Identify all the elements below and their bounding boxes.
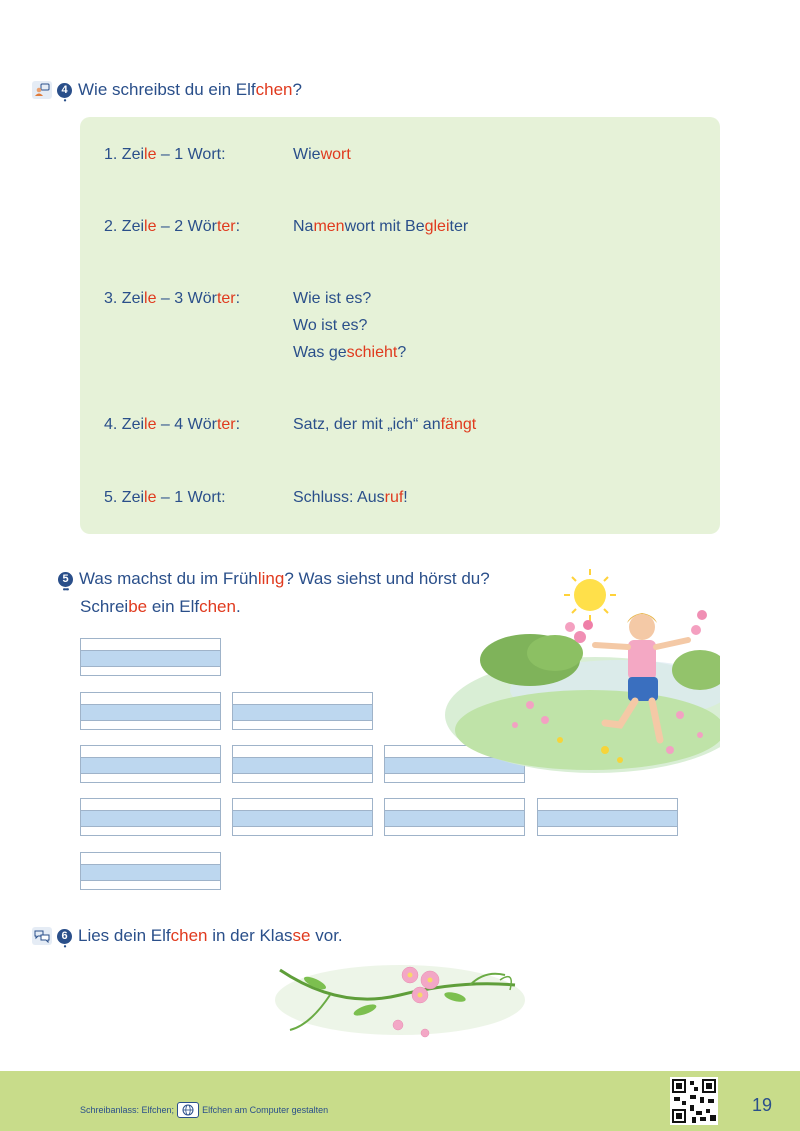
text-segment: ein Elf bbox=[147, 597, 200, 616]
text-segment: Wie schreibst du ein Elf bbox=[78, 80, 256, 99]
text-segment: 4. Zei bbox=[104, 416, 145, 433]
page-footer bbox=[0, 1071, 800, 1131]
rule-text-line bbox=[293, 290, 406, 317]
text-segment: in der Klas bbox=[207, 926, 293, 945]
text-segment: Wie bbox=[293, 146, 321, 163]
task-5-subline bbox=[80, 597, 241, 617]
text-segment: le bbox=[144, 218, 157, 235]
text-segment: ter bbox=[216, 416, 236, 433]
text-segment: ling bbox=[257, 569, 285, 588]
elfchen-rules-box bbox=[80, 117, 720, 534]
text-segment: – 2 Wör bbox=[156, 218, 217, 235]
task-4-title bbox=[78, 80, 302, 100]
task-number-badge: 6 • bbox=[57, 929, 72, 944]
task-5-line-2 bbox=[80, 597, 241, 617]
text-segment: le bbox=[144, 146, 157, 163]
text-segment: Was ge bbox=[293, 344, 347, 361]
text-segment: chen bbox=[199, 597, 236, 616]
text-segment: Lies dein Elf bbox=[78, 926, 171, 945]
rule-text bbox=[293, 146, 351, 173]
text-segment: Schluss: Aus bbox=[293, 489, 385, 506]
text-segment: – 1 Wort: bbox=[156, 489, 226, 506]
writing-line-row4-word2[interactable] bbox=[232, 798, 373, 836]
text-segment: ? Was siehst und hörst du? bbox=[284, 569, 490, 588]
task-6-title bbox=[78, 926, 343, 946]
text-segment: Satz, der mit „ich“ an bbox=[293, 416, 441, 433]
rule-label bbox=[104, 218, 294, 236]
task-4-heading bbox=[32, 80, 302, 105]
text-segment: Na bbox=[293, 218, 314, 235]
text-segment: . bbox=[235, 597, 241, 616]
rule-text bbox=[293, 218, 468, 245]
text-segment: – 1 Wort: bbox=[156, 146, 226, 163]
text-segment: ter bbox=[216, 290, 236, 307]
rule-text bbox=[293, 416, 476, 443]
rule-label bbox=[104, 290, 294, 308]
footer-text-left: Schreibanlass: Elfchen; bbox=[80, 1105, 175, 1115]
text-segment: chen bbox=[170, 926, 208, 945]
rule-text-line bbox=[293, 489, 408, 516]
flower-vine-illustration bbox=[270, 955, 530, 1050]
speech-bubbles-icon bbox=[32, 927, 52, 945]
text-segment: ter bbox=[216, 218, 236, 235]
writing-line-row3-word2[interactable] bbox=[232, 745, 373, 783]
text-segment: men bbox=[313, 218, 345, 235]
writing-line-row2-word2[interactable] bbox=[232, 692, 373, 730]
task-number-badge: 4 • bbox=[57, 83, 72, 98]
text-segment: wort mit Be bbox=[344, 218, 425, 235]
text-segment: : bbox=[235, 290, 241, 307]
text-segment: vor. bbox=[310, 926, 343, 945]
text-segment: Wie ist es? bbox=[293, 290, 372, 307]
sun-icon bbox=[564, 569, 616, 621]
rule-label bbox=[104, 489, 294, 507]
text-segment: : bbox=[235, 218, 241, 235]
text-segment: ! bbox=[403, 489, 408, 506]
writing-line-row5-word1[interactable] bbox=[80, 852, 221, 890]
text-segment: ? bbox=[397, 344, 407, 361]
text-segment: ter bbox=[449, 218, 469, 235]
text-segment: le bbox=[144, 489, 157, 506]
rule-text-line bbox=[293, 218, 468, 245]
rule-label bbox=[104, 146, 294, 164]
task-number-badge: 5 ••• bbox=[58, 572, 73, 587]
rule-text-line bbox=[293, 146, 351, 173]
writing-line-row4-word1[interactable] bbox=[80, 798, 221, 836]
partner-work-icon bbox=[32, 81, 52, 99]
text-segment: le bbox=[144, 290, 157, 307]
text-segment: chen bbox=[255, 80, 293, 99]
rule-text-line bbox=[293, 344, 406, 371]
text-segment: Schrei bbox=[80, 597, 129, 616]
text-segment: le bbox=[144, 416, 157, 433]
rule-text-line bbox=[293, 416, 476, 443]
text-segment: be bbox=[128, 597, 148, 616]
text-segment: 1. Zei bbox=[104, 146, 145, 163]
text-segment: – 4 Wör bbox=[156, 416, 217, 433]
globe-computer-icon bbox=[177, 1102, 199, 1118]
text-segment: fängt bbox=[440, 416, 477, 433]
writing-line-row4-word4[interactable] bbox=[537, 798, 678, 836]
spring-girl-illustration bbox=[420, 565, 720, 785]
writing-line-row4-word3[interactable] bbox=[384, 798, 525, 836]
writing-line-row3-word1[interactable] bbox=[80, 745, 221, 783]
text-segment: – 3 Wör bbox=[156, 290, 217, 307]
text-segment: wort bbox=[320, 146, 351, 163]
task-6-heading bbox=[32, 926, 343, 951]
text-segment: se bbox=[292, 926, 311, 945]
text-segment: ? bbox=[292, 80, 302, 99]
text-segment: glei bbox=[424, 218, 450, 235]
footer-note bbox=[80, 1102, 328, 1118]
rule-text bbox=[293, 489, 408, 516]
page-number: 19 bbox=[752, 1095, 773, 1115]
text-segment: : bbox=[235, 416, 241, 433]
text-segment: schieht bbox=[346, 344, 398, 361]
qr-code-icon[interactable] bbox=[670, 1077, 718, 1125]
writing-line-row2-word1[interactable] bbox=[80, 692, 221, 730]
text-segment: 5. Zei bbox=[104, 489, 145, 506]
footer-text-right: Elfchen am Computer gestalten bbox=[202, 1105, 329, 1115]
rule-text-line bbox=[293, 317, 406, 344]
rule-label bbox=[104, 416, 294, 434]
rule-text bbox=[293, 290, 406, 371]
text-segment: Wo ist es? bbox=[293, 317, 368, 334]
writing-line-row1-word1[interactable] bbox=[80, 638, 221, 676]
text-segment: Was machst du im Früh bbox=[79, 569, 258, 588]
text-segment: 2. Zei bbox=[104, 218, 145, 235]
text-segment: 3. Zei bbox=[104, 290, 145, 307]
text-segment: ruf bbox=[384, 489, 404, 506]
